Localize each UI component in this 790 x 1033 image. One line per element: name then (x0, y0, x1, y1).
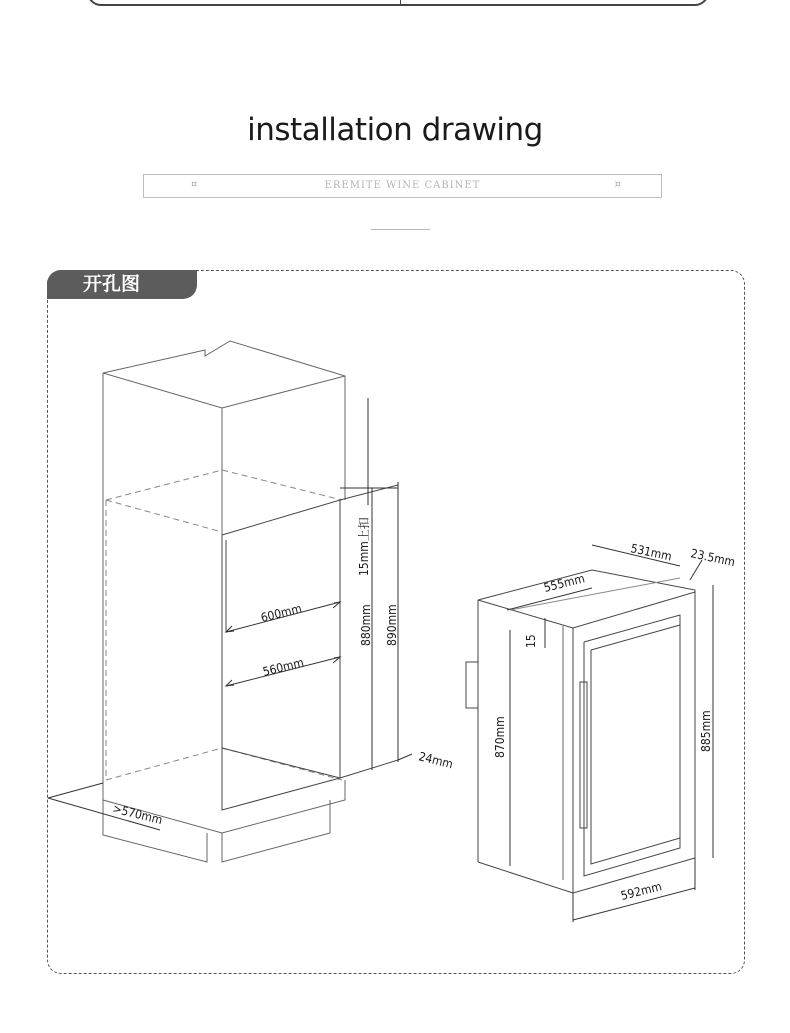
dim-cutout-width-inner: 560mm (261, 655, 306, 679)
dim-cutout-height-inner: 880mm (359, 604, 373, 646)
dim-cutout-width-outer: 600mm (259, 601, 304, 625)
dim-unit-depth: 531mm (629, 541, 674, 564)
ornament-icon: ¤ (614, 179, 621, 190)
dim-back-gap: 23.5mm (689, 546, 737, 570)
section-tab: 开孔图 (47, 270, 197, 299)
dim-body-height: 870mm (493, 716, 507, 758)
rear-bracket (466, 662, 478, 708)
dim-top-gap: 15mm上扣 (357, 517, 371, 576)
dim-cutout-height-outer: 890mm (385, 604, 399, 646)
cabinet-enclosure (103, 341, 345, 862)
hidden-lines (106, 470, 342, 810)
dim-top-clearance: 15 (524, 634, 538, 648)
dim-unit-body-depth: 555mm (542, 571, 587, 595)
ornament-icon: ¤ (191, 179, 198, 190)
banner-text: EREMITE WINE CABINET (324, 180, 481, 191)
page-title: installation drawing (247, 112, 543, 148)
unit-dimensions (507, 545, 713, 922)
dim-cutout-depth: >570mm (111, 801, 164, 828)
dim-bottom-offset: 24mm (417, 749, 455, 772)
dim-overall-height: 885mm (699, 710, 713, 752)
dim-door-width: 592mm (619, 879, 664, 903)
